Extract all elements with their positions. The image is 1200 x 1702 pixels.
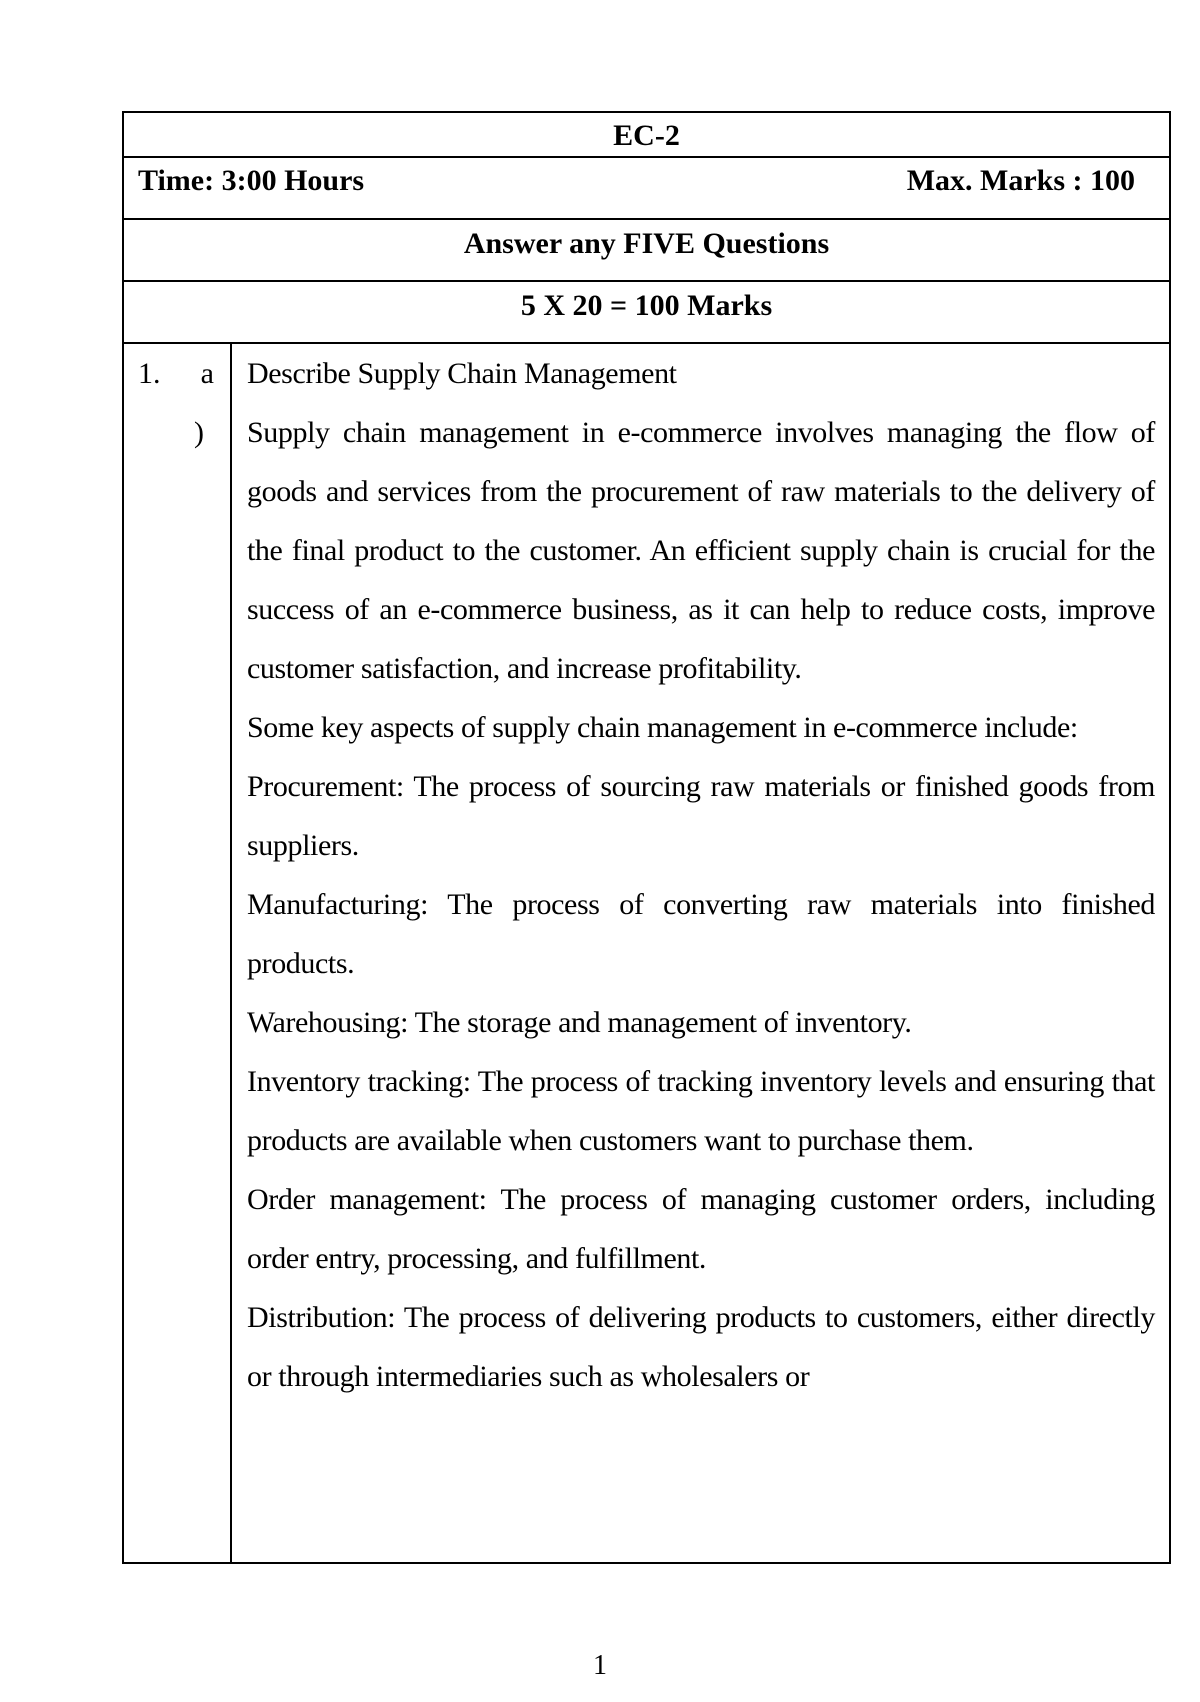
exam-time: Time: 3:00 Hours (138, 164, 365, 197)
answer-paragraph: Inventory tracking: The process of tracking inventory levels and ensuring that products are available when customers want to purchase them. (247, 1065, 1155, 1157)
answer-paragraph: Warehousing: The storage and management of inventory. (247, 1006, 912, 1039)
answer-paragraph: Supply chain management in e-commerce involves managing the flow of goods and services from the procurement of raw materials to the delivery of the final product to the customer. An efficient supply chain is crucial for the success of an e-commerce business, as it can help to reduce costs, improve customer satisfaction, and increase profitability. (247, 416, 1155, 685)
question-number: 1. (138, 357, 161, 390)
answer-paragraph: Distribution: The process of delivering products to customers, either directly or through intermediaries such as wholesalers or (247, 1301, 1155, 1393)
answer-paragraph: Manufacturing: The process of converting raw materials into finished products. (247, 888, 1155, 980)
page-number: 1 (593, 1650, 607, 1681)
answer-paragraph: Procurement: The process of sourcing raw materials or finished goods from suppliers. (247, 770, 1155, 862)
time-marks-row (122, 156, 1171, 218)
question-sub-paren: ) (194, 416, 204, 449)
question-sub-label: a (200, 357, 214, 390)
exam-code: EC-2 (122, 111, 1171, 156)
exam-sheet (122, 111, 1171, 1564)
exam-max-marks: Max. Marks : 100 (906, 164, 1135, 197)
answer-paragraph: Some key aspects of supply chain management in e-commerce include: (247, 711, 1078, 744)
marks-scheme: 5 X 20 = 100 Marks (122, 280, 1171, 342)
exam-instruction: Answer any FIVE Questions (122, 218, 1171, 280)
question-table (122, 342, 1171, 1564)
question-number-cell (124, 344, 232, 1562)
answer-paragraph: Order management: The process of managing customer orders, including order entry, processing, and fulfillment. (247, 1183, 1155, 1275)
question-body (232, 344, 1169, 1562)
question-title: Describe Supply Chain Management (247, 357, 677, 390)
